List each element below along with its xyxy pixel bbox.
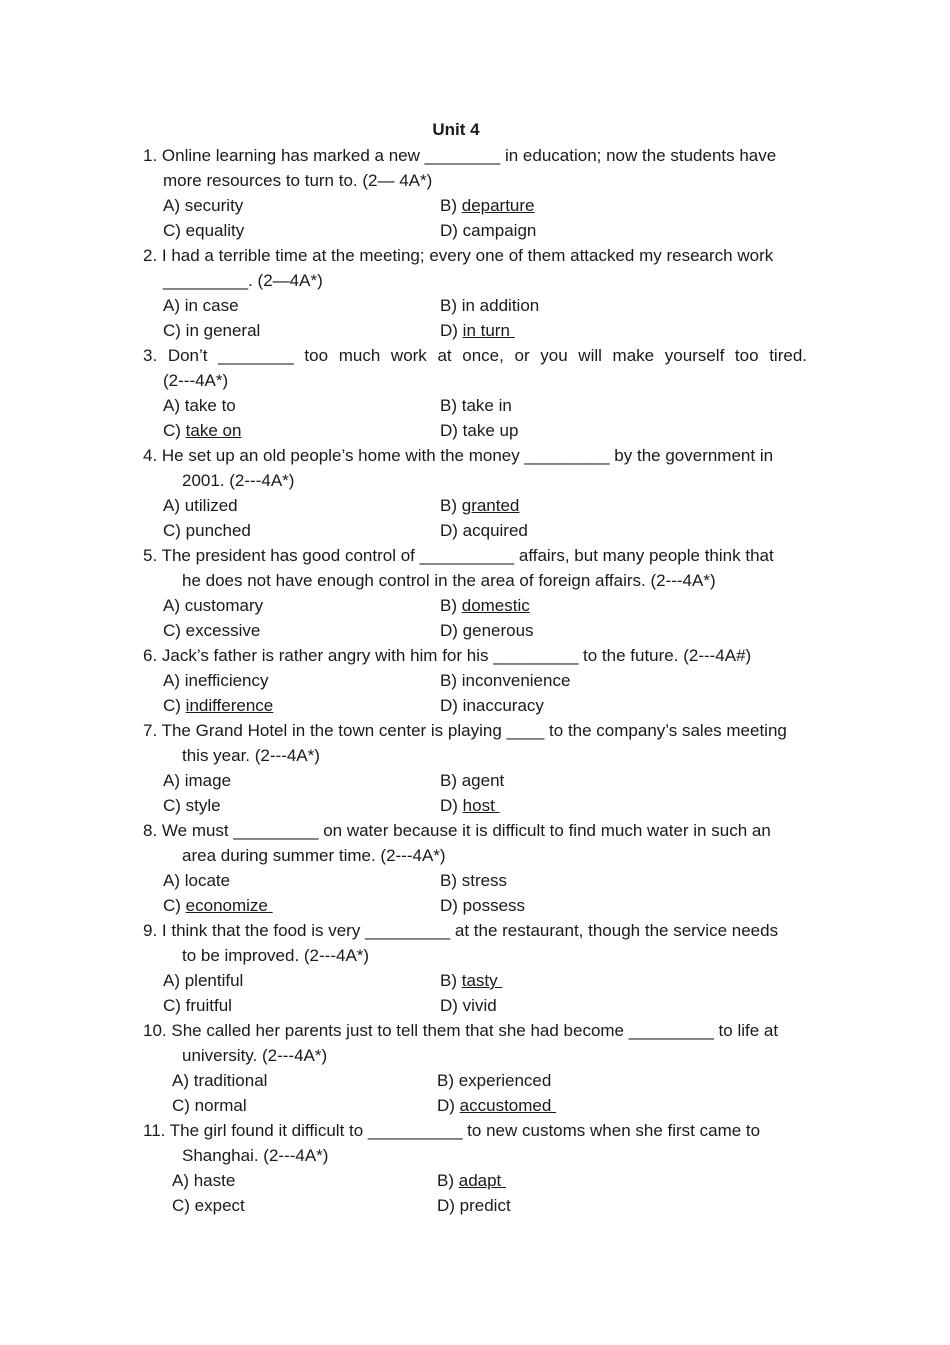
option-c xyxy=(163,318,260,343)
option-label: C) xyxy=(163,696,186,715)
option-d xyxy=(440,693,544,718)
option-label: B) experienced xyxy=(437,1071,552,1090)
question-stem: 7. The Grand Hotel in the town center is playing ____ to the company’s sales meeting xyxy=(143,721,787,740)
options-row xyxy=(143,618,823,643)
options-row xyxy=(143,393,823,418)
option-label: A) security xyxy=(163,196,244,215)
question-stem-continued: Shanghai. (2---4A*) xyxy=(182,1146,329,1165)
option-label: C) in general xyxy=(163,321,261,340)
options-row xyxy=(143,968,823,993)
question-1 xyxy=(143,143,823,243)
question-2 xyxy=(143,243,823,343)
option-label: B) agent xyxy=(440,771,505,790)
option-label: A) inefficiency xyxy=(163,671,269,690)
question-list xyxy=(143,143,823,1218)
options-row xyxy=(143,793,823,818)
options-row xyxy=(143,493,823,518)
options-row xyxy=(143,593,823,618)
question-stem: 9. I think that the food is very _________ at the restaurant, though the service needs xyxy=(143,921,779,940)
option-label: B) stress xyxy=(440,871,508,890)
option-label: A) take to xyxy=(163,396,236,415)
options-row xyxy=(143,1193,823,1218)
question-10 xyxy=(143,1018,823,1118)
option-d xyxy=(437,1193,511,1218)
option-d xyxy=(440,318,515,343)
option-c xyxy=(172,1193,245,1218)
option-a xyxy=(163,968,243,993)
option-a xyxy=(163,868,230,893)
question-stem: 4. He set up an old people’s home with the money _________ by the government in xyxy=(143,446,774,465)
option-c xyxy=(163,218,244,243)
question-stem-continued: (2---4A*) xyxy=(163,371,229,390)
option-label: C) style xyxy=(163,796,221,815)
option-label: C) xyxy=(163,421,186,440)
option-b xyxy=(440,968,502,993)
option-c xyxy=(163,993,232,1018)
option-label: A) traditional xyxy=(172,1071,268,1090)
question-stem: 11. The girl found it difficult to __________ to new customs when she first came to xyxy=(143,1121,761,1140)
options-row xyxy=(143,418,823,443)
options-row xyxy=(143,693,823,718)
question-stem: 8. We must _________ on water because it is difficult to find much water in such an xyxy=(143,821,771,840)
option-d xyxy=(440,218,536,243)
option-d xyxy=(440,618,534,643)
option-c xyxy=(163,418,241,443)
options-row xyxy=(143,768,823,793)
option-label: D) vivid xyxy=(440,996,497,1015)
option-c xyxy=(163,693,273,718)
option-a xyxy=(163,668,269,693)
options-row xyxy=(143,193,823,218)
option-b xyxy=(440,393,512,418)
option-a xyxy=(163,493,238,518)
option-label: C) xyxy=(163,896,186,915)
option-c xyxy=(163,518,251,543)
underlined-answer: adapt xyxy=(458,1171,506,1190)
option-label: B) xyxy=(440,196,462,215)
option-label: C) excessive xyxy=(163,621,261,640)
option-label: D) xyxy=(437,1096,460,1115)
option-a xyxy=(163,193,243,218)
question-stem-continued: 2001. (2---4A*) xyxy=(182,471,295,490)
option-label: D) campaign xyxy=(440,221,537,240)
option-d xyxy=(440,518,528,543)
underlined-answer: take on xyxy=(185,421,242,440)
option-label: B) xyxy=(440,496,462,515)
option-label: D) xyxy=(440,796,463,815)
option-label: D) inaccuracy xyxy=(440,696,544,715)
options-row xyxy=(143,318,823,343)
option-label: A) haste xyxy=(172,1171,236,1190)
underlined-answer: departure xyxy=(461,196,535,215)
option-b xyxy=(440,193,535,218)
underlined-answer: accustomed xyxy=(459,1096,557,1115)
underlined-answer: domestic xyxy=(461,596,530,615)
option-a xyxy=(163,768,231,793)
option-d xyxy=(440,993,497,1018)
option-b xyxy=(440,593,530,618)
options-row xyxy=(143,518,823,543)
option-label: D) xyxy=(440,321,463,340)
option-b xyxy=(440,868,507,893)
question-stem-continued: more resources to turn to. (2— 4A*) xyxy=(163,171,433,190)
question-stem: 3. Don’t ________ too much work at once, or you will make yourself too tired. xyxy=(143,346,807,365)
question-stem-continued: to be improved. (2---4A*) xyxy=(182,946,370,965)
options-row xyxy=(143,993,823,1018)
question-stem: 2. I had a terrible time at the meeting; every one of them attacked my research work xyxy=(143,246,774,265)
option-label: B) xyxy=(440,596,462,615)
option-a xyxy=(163,393,236,418)
option-label: A) utilized xyxy=(163,496,238,515)
options-row xyxy=(143,293,823,318)
options-row xyxy=(143,668,823,693)
underlined-answer: economize xyxy=(185,896,273,915)
option-c xyxy=(163,893,273,918)
options-row xyxy=(143,1168,823,1193)
options-row xyxy=(143,868,823,893)
question-stem: 5. The president has good control of __________ affairs, but many people think that xyxy=(143,546,774,565)
option-b xyxy=(440,768,504,793)
unit-title: Unit 4 xyxy=(432,120,480,139)
question-5 xyxy=(143,543,823,643)
option-d xyxy=(440,793,500,818)
option-c xyxy=(163,618,260,643)
option-label: B) xyxy=(437,1171,459,1190)
option-b xyxy=(440,293,539,318)
option-label: C) equality xyxy=(163,221,245,240)
option-b xyxy=(440,493,519,518)
question-4 xyxy=(143,443,823,543)
option-d xyxy=(440,418,518,443)
question-stem-continued: university. (2---4A*) xyxy=(182,1046,328,1065)
option-label: C) fruitful xyxy=(163,996,232,1015)
options-row xyxy=(143,1068,823,1093)
option-b xyxy=(437,1168,506,1193)
question-9 xyxy=(143,918,823,1018)
underlined-answer: tasty xyxy=(461,971,503,990)
option-c xyxy=(163,793,221,818)
option-d xyxy=(440,893,525,918)
option-label: D) generous xyxy=(440,621,534,640)
option-d xyxy=(437,1093,556,1118)
question-stem-continued: area during summer time. (2---4A*) xyxy=(182,846,446,865)
question-8 xyxy=(143,818,823,918)
options-row xyxy=(143,1093,823,1118)
option-label: B) inconvenience xyxy=(440,671,571,690)
question-11 xyxy=(143,1118,823,1218)
option-a xyxy=(163,593,263,618)
option-label: B) in addition xyxy=(440,296,540,315)
option-label: D) possess xyxy=(440,896,526,915)
question-stem-continued: _________. (2—4A*) xyxy=(163,271,323,290)
underlined-answer: indifference xyxy=(185,696,274,715)
question-stem: 10. She called her parents just to tell them that she had become _________ to life at xyxy=(143,1021,779,1040)
question-6 xyxy=(143,643,823,718)
option-label: A) locate xyxy=(163,871,231,890)
underlined-answer: granted xyxy=(461,496,520,515)
option-label: C) expect xyxy=(172,1196,245,1215)
option-a xyxy=(172,1168,235,1193)
question-3 xyxy=(143,343,823,443)
options-row xyxy=(143,218,823,243)
underlined-answer: in turn xyxy=(462,321,515,340)
option-a xyxy=(163,293,239,318)
option-label: B) take in xyxy=(440,396,512,415)
options-row xyxy=(143,893,823,918)
option-label: A) customary xyxy=(163,596,264,615)
option-label: D) acquired xyxy=(440,521,528,540)
option-b xyxy=(440,668,570,693)
option-label: C) normal xyxy=(172,1096,247,1115)
question-7 xyxy=(143,718,823,818)
option-label: C) punched xyxy=(163,521,251,540)
question-stem-continued: this year. (2---4A*) xyxy=(182,746,320,765)
option-label: D) take up xyxy=(440,421,519,440)
question-stem: 1. Online learning has marked a new ________ in education; now the students have xyxy=(143,146,777,165)
option-label: D) predict xyxy=(437,1196,511,1215)
option-label: A) in case xyxy=(163,296,239,315)
option-label: A) plentiful xyxy=(163,971,244,990)
option-c xyxy=(172,1093,247,1118)
option-a xyxy=(172,1068,267,1093)
question-stem: 6. Jack’s father is rather angry with him for his _________ to the future. (2---4A#) xyxy=(143,646,752,665)
option-label: A) image xyxy=(163,771,232,790)
underlined-answer: host xyxy=(462,796,500,815)
option-label: B) xyxy=(440,971,462,990)
question-stem-continued: he does not have enough control in the area of foreign affairs. (2---4A*) xyxy=(182,571,716,590)
option-b xyxy=(437,1068,551,1093)
